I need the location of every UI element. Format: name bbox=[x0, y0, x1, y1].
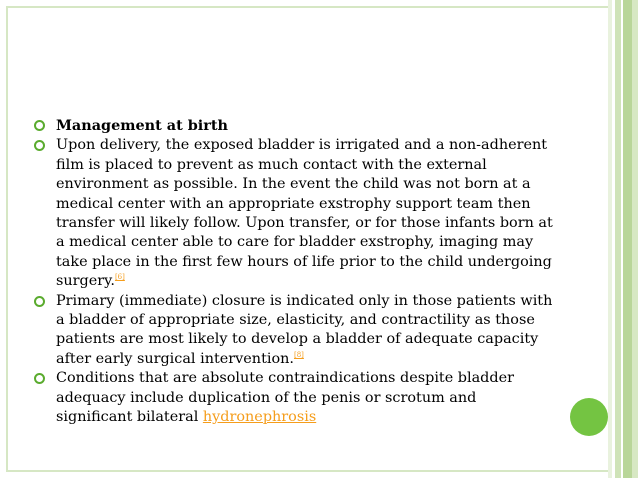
green-circle-decoration bbox=[570, 398, 608, 436]
bullet-circle-icon bbox=[34, 373, 45, 384]
reference-link-8[interactable]: [8] bbox=[293, 351, 304, 360]
bullet-circle-icon bbox=[34, 296, 45, 307]
slide-body bbox=[34, 116, 554, 428]
bullet-text: Primary (immediate) closure is indicated only in those patients with a bladder of appropriate size, elasticity, and contractility as those patients are most likely to develop a bladder of adequate capacity after early surgical intervention. bbox=[56, 292, 553, 367]
bullet-item-management bbox=[34, 116, 554, 136]
hydronephrosis-link[interactable]: hydronephrosis bbox=[202, 409, 317, 426]
bullet-item-contraindications bbox=[34, 369, 554, 427]
decorative-stripes bbox=[608, 0, 638, 478]
bullet-text: Upon delivery, the exposed bladder is irrigated and a non-adherent film is placed to prevent as much contact with the external environment as possible. In the event the child was not born at a medical center with an appropriate exstrophy support team then transfer will likely follow. Upon transfer, or for those infants born at a medical center able to care for bladder exstrophy, imaging may take place in the first few hours of life prior to the child undergoing surgery. bbox=[56, 137, 553, 290]
bullet-circle-icon bbox=[34, 120, 45, 131]
bullet-item-primary-closure bbox=[34, 292, 554, 370]
bullet-item-delivery bbox=[34, 136, 554, 291]
bullet-circle-icon bbox=[34, 140, 45, 151]
bullet-text: Conditions that are absolute contraindications despite bladder adequacy include duplication of the penis or scrotum and significant bilateral bbox=[56, 370, 515, 426]
reference-link-6[interactable]: [6] bbox=[114, 273, 125, 282]
bullet-heading: Management at birth bbox=[56, 117, 228, 134]
